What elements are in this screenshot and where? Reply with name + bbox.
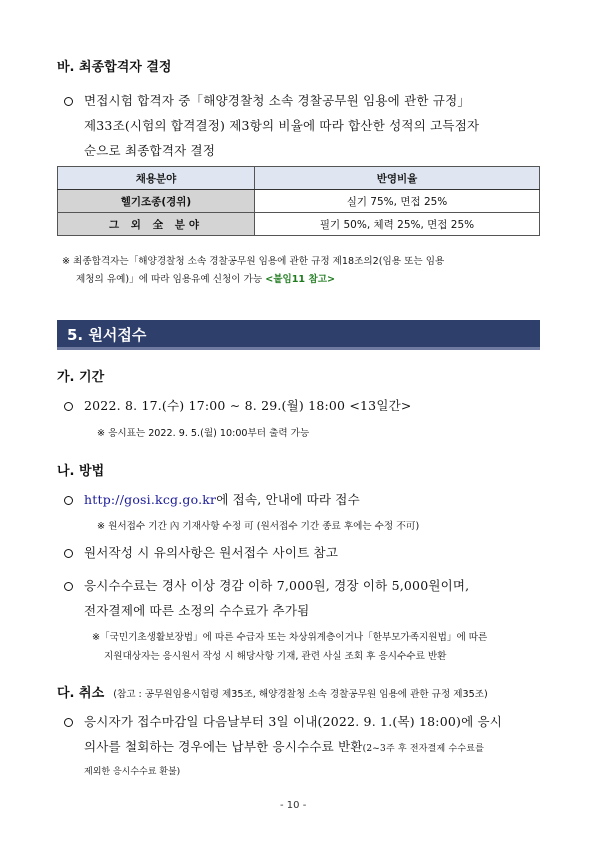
cancel-line-2 <box>84 737 484 755</box>
table-cell-field: 헬기조종(경위) <box>58 190 255 213</box>
table-header-field: 채용분야 <box>58 167 255 190</box>
page-number: - 10 - <box>280 800 307 811</box>
section-heading-final-selection: 바. 최종합격자 결정 <box>57 60 172 75</box>
bullet-circle <box>64 97 73 106</box>
cancel-refund-detail-cont: 제외한 응시수수료 환불) <box>84 767 181 777</box>
section-heading-method: 나. 방법 <box>57 464 105 479</box>
bullet-circle <box>64 718 73 727</box>
appendix-reference: <붙임11 참고> <box>265 274 336 285</box>
final-selection-line-2: 제33조(시험의 합격결정) 제3항의 비율에 따라 합산한 성적의 고득점자 <box>84 118 480 133</box>
application-caution-line: 원서작성 시 유의사항은 원서접수 사이트 참고 <box>84 545 339 560</box>
score-ratio-table <box>57 166 540 236</box>
bullet-circle <box>64 549 73 558</box>
bullet-circle <box>64 402 73 411</box>
cancel-legal-reference: (참고 : 공무원임용시험령 제35조, 해양경찰청 소속 경찰공무원 임용에 관한 규정 제35조) <box>113 689 488 700</box>
bullet-circle <box>64 582 73 591</box>
deferral-note-line-1: ※ 최종합격자는「해양경찰청 소속 경찰공무원 임용에 관한 규정 제18조의2(임용 또는 임용 <box>62 256 445 267</box>
table-header-ratio: 반영비율 <box>255 167 540 190</box>
table-cell-ratio: 필기 50%, 체력 25%, 면접 25% <box>255 213 540 236</box>
method-line <box>84 490 360 508</box>
section-heading-cancel: 다. 취소 <box>57 686 105 701</box>
section-title: 5. 원서접수 <box>67 326 147 344</box>
cancel-refund-detail: (2~3주 후 전자결제 수수료를 <box>362 744 485 754</box>
cancel-line-1: 응시자가 접수마감일 다음날부터 3일 이내(2022. 9. 1.(목) 18:00)에 응시 <box>84 714 503 729</box>
table-cell-ratio: 실기 75%, 면접 25% <box>255 190 540 213</box>
deferral-note-line-2 <box>76 271 335 285</box>
section-heading-cancel-row <box>57 682 488 701</box>
gosi-site-link[interactable]: http://gosi.kcg.go.kr <box>84 492 217 507</box>
final-selection-line-1: 면접시험 합격자 중「해양경찰청 소속 경찰공무원 임용에 관한 규정」 <box>84 93 471 108</box>
table-row <box>58 190 540 213</box>
fee-refund-note-line-2: 지원대상자는 응시원서 작성 시 해당사항 기재, 관련 사실 조회 후 응시수수료 반환 <box>104 651 447 662</box>
table-cell-field: 그 외 全 분야 <box>58 213 255 236</box>
admission-ticket-note: ※ 응시표는 2022. 9. 5.(월) 10:00부터 출력 가능 <box>97 428 310 439</box>
fee-line-2: 전자결제에 따른 소정의 수수료가 추가됨 <box>84 603 310 618</box>
application-period: 2022. 8. 17.(수) 17:00 ∼ 8. 29.(월) 18:00 <13일간> <box>84 398 412 413</box>
section-heading-period: 가. 기간 <box>57 370 105 385</box>
fee-refund-note-line-1: ※「국민기초생활보장법」에 따른 수급자 또는 차상위계층이거나「한부모가족지원법」에 따른 <box>92 632 488 643</box>
section-banner-application <box>57 320 540 350</box>
bullet-circle <box>64 496 73 505</box>
cancel-refund-text: 의사를 철회하는 경우에는 납부한 응시수수료 반환 <box>84 739 363 754</box>
edit-allowed-note: ※ 원서접수 기간 內 기재사항 수정 可 (원서접수 기간 종료 후에는 수정 不可) <box>97 521 420 532</box>
table-row <box>58 213 540 236</box>
deferral-note-text: 제청의 유예)」에 따라 임용유예 신청이 가능 <box>76 274 266 285</box>
fee-line-1: 응시수수료는 경사 이상 경감 이하 7,000원, 경장 이하 5,000원이며, <box>84 578 470 593</box>
final-selection-line-3: 순으로 최종합격자 결정 <box>84 143 216 158</box>
method-text: 에 접속, 안내에 따라 접수 <box>216 492 360 507</box>
table-header-row <box>58 167 540 190</box>
